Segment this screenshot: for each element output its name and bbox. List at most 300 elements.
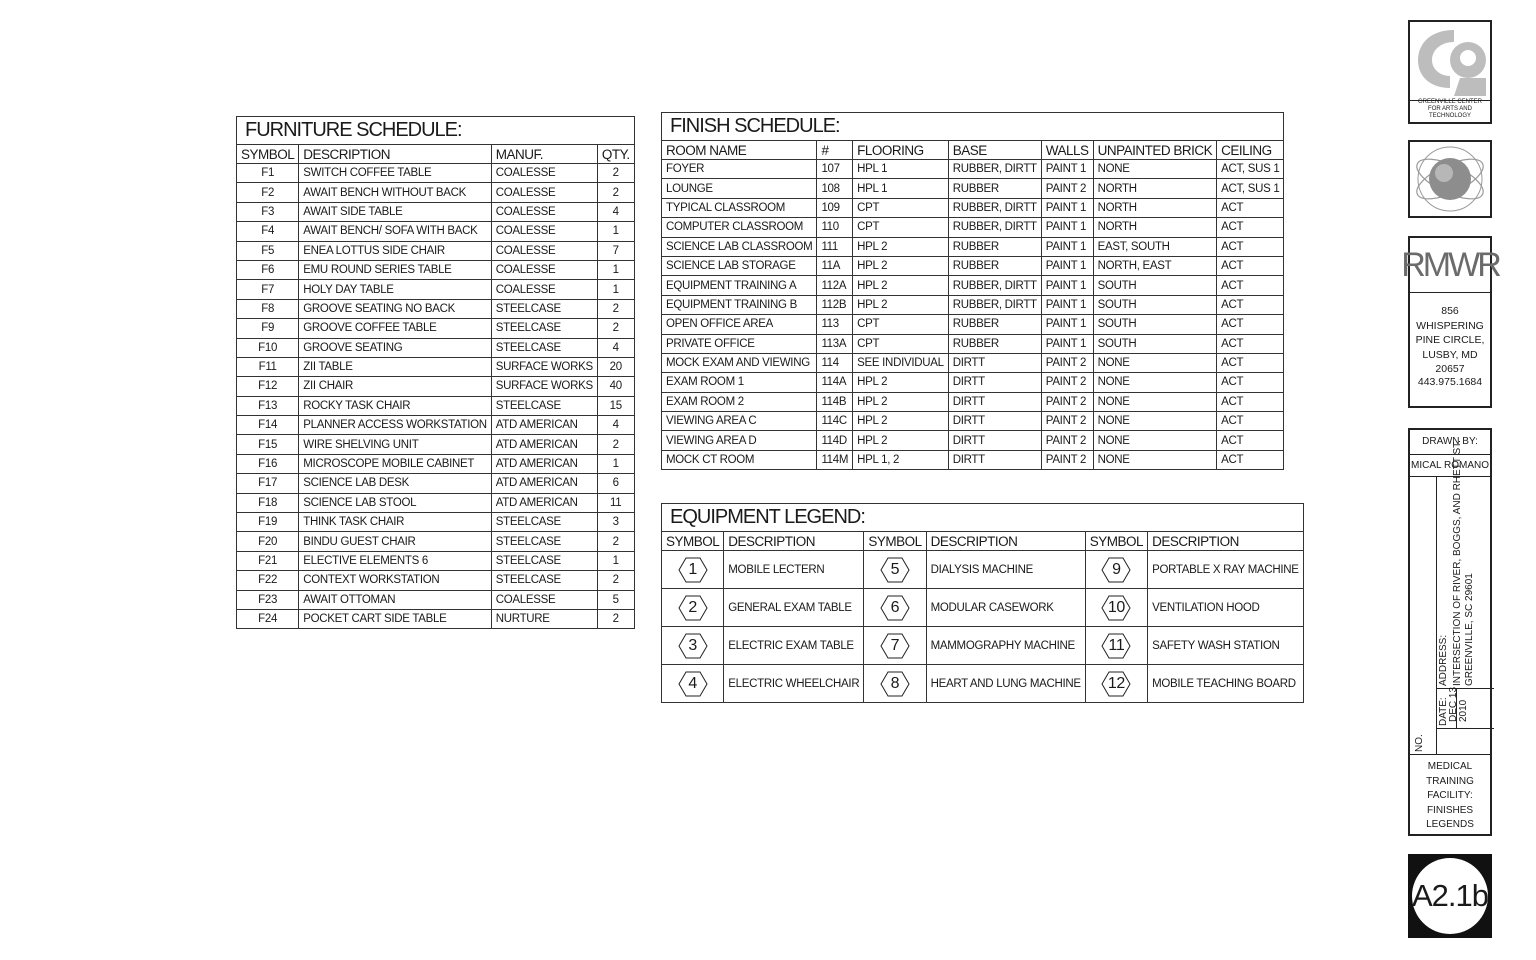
table-cell: 5: [597, 590, 634, 609]
symbol-number: 4: [688, 674, 697, 692]
table-cell: AWAIT BENCH/ SOFA WITH BACK: [299, 222, 491, 241]
description-cell: GENERAL EXAM TABLE: [724, 589, 864, 627]
table-cell: ACT: [1217, 295, 1284, 314]
column-header: DESCRIPTION: [1148, 532, 1304, 551]
table-cell: ATD AMERICAN: [491, 416, 597, 435]
table-row: [237, 493, 635, 512]
table-cell: ACT: [1217, 256, 1284, 275]
table-cell: RUBBER, DIRTT: [948, 276, 1041, 295]
hexagon-symbol-icon: [678, 556, 708, 584]
date-label: DATE:: [1438, 697, 1449, 726]
table-cell: 110: [817, 218, 853, 237]
furniture-schedule-title: FURNITURE SCHEDULE:: [237, 117, 635, 145]
table-row: [662, 450, 1284, 469]
table-cell: COALESSE: [491, 222, 597, 241]
table-row: [662, 373, 1284, 392]
table-cell: ATD AMERICAN: [491, 454, 597, 473]
table-cell: F7: [237, 280, 299, 299]
firm-logo: [1401, 238, 1499, 290]
table-cell: 2: [597, 571, 634, 590]
table-cell: ACT: [1217, 334, 1284, 353]
table-cell: PAINT 1: [1041, 160, 1093, 179]
table-cell: NORTH: [1093, 179, 1217, 198]
drawn-by-name: MICAL ROMANO: [1411, 460, 1489, 471]
table-cell: 2: [597, 609, 634, 628]
table-row: [237, 377, 635, 396]
table-cell: HPL 2: [853, 412, 949, 431]
symbol-cell: [662, 589, 724, 627]
table-cell: PAINT 1: [1041, 198, 1093, 217]
divider: [1410, 292, 1490, 293]
table-cell: F10: [237, 338, 299, 357]
table-cell: ACT: [1217, 392, 1284, 411]
symbol-number: 11: [1108, 636, 1125, 654]
table-cell: SOUTH: [1093, 295, 1217, 314]
symbol-number: 1: [688, 560, 697, 578]
school-logo-box: [1408, 20, 1492, 124]
table-row: [662, 198, 1284, 217]
table-cell: 15: [597, 396, 634, 415]
table-cell: LOUNGE: [662, 179, 817, 198]
address-line: 856 WHISPERING: [1416, 305, 1484, 332]
table-cell: 113A: [817, 334, 853, 353]
column-header: UNPAINTED BRICK: [1093, 141, 1217, 160]
table-cell: STEELCASE: [491, 338, 597, 357]
column-header: FLOORING: [853, 141, 949, 160]
table-cell: NONE: [1093, 392, 1217, 411]
table-row: [237, 551, 635, 570]
table-cell: COALESSE: [491, 260, 597, 279]
symbol-cell: [662, 665, 724, 703]
column-header: MANUF.: [491, 145, 597, 164]
table-cell: STEELCASE: [491, 513, 597, 532]
table-row: [662, 665, 1304, 703]
table-row: [662, 218, 1284, 237]
table-cell: ACT: [1217, 431, 1284, 450]
table-cell: F6: [237, 260, 299, 279]
column-header: DESCRIPTION: [299, 145, 491, 164]
hexagon-symbol-icon: [1101, 556, 1131, 584]
table-cell: F11: [237, 357, 299, 376]
table-cell: ATD AMERICAN: [491, 493, 597, 512]
table-cell: GROOVE COFFEE TABLE: [299, 319, 491, 338]
table-row: [662, 237, 1284, 256]
table-cell: COALESSE: [491, 280, 597, 299]
table-cell: HPL 2: [853, 276, 949, 295]
hexagon-symbol-icon: [880, 670, 910, 698]
table-row: [237, 280, 635, 299]
table-cell: 113: [817, 315, 853, 334]
table-cell: CPT: [853, 315, 949, 334]
title-line: FINISHES: [1426, 804, 1474, 816]
description-cell: MAMMOGRAPHY MACHINE: [926, 627, 1085, 665]
firm-phone: 443.975.1684: [1417, 376, 1483, 388]
table-cell: COALESSE: [491, 202, 597, 221]
table-cell: GROOVE SEATING: [299, 338, 491, 357]
table-cell: PAINT 2: [1041, 353, 1093, 372]
address-line: 20657: [1435, 363, 1465, 375]
table-cell: F3: [237, 202, 299, 221]
table-cell: RUBBER, DIRTT: [948, 160, 1041, 179]
table-cell: ACT: [1217, 276, 1284, 295]
table-cell: F15: [237, 435, 299, 454]
table-cell: CPT: [853, 198, 949, 217]
table-row: [662, 334, 1284, 353]
table-cell: 11A: [817, 256, 853, 275]
table-cell: F13: [237, 396, 299, 415]
table-cell: STEELCASE: [491, 551, 597, 570]
table-cell: VIEWING AREA D: [662, 431, 817, 450]
symbol-cell: [864, 627, 926, 665]
symbol-number: 12: [1107, 674, 1126, 692]
table-cell: HPL 2: [853, 256, 949, 275]
table-cell: 20: [597, 357, 634, 376]
table-cell: PAINT 2: [1041, 450, 1093, 469]
divider: [1436, 728, 1494, 729]
column-header: DESCRIPTION: [926, 532, 1085, 551]
firm-address: [1410, 304, 1490, 377]
table-cell: PAINT 2: [1041, 179, 1093, 198]
table-row: [237, 299, 635, 318]
table-cell: POCKET CART SIDE TABLE: [299, 609, 491, 628]
table-cell: F18: [237, 493, 299, 512]
symbol-number: 7: [890, 636, 900, 654]
table-row: [662, 627, 1304, 665]
table-row: [237, 435, 635, 454]
table-row: [662, 392, 1284, 411]
table-row: [237, 571, 635, 590]
table-cell: 1: [597, 260, 634, 279]
table-cell: HOLY DAY TABLE: [299, 280, 491, 299]
furniture-schedule: [236, 116, 635, 629]
furniture-header-row: [237, 145, 635, 164]
title-line: LEGENDS: [1426, 819, 1474, 830]
table-cell: STEELCASE: [491, 532, 597, 551]
table-cell: F1: [237, 164, 299, 183]
table-row: [237, 241, 635, 260]
finish-header-row: [662, 141, 1284, 160]
description-cell: SAFETY WASH STATION: [1148, 627, 1304, 665]
table-cell: PAINT 1: [1041, 295, 1093, 314]
table-cell: 40: [597, 377, 634, 396]
table-cell: SEE INDIVIDUAL: [853, 353, 949, 372]
hexagon-symbol-icon: [1101, 632, 1131, 660]
table-cell: PAINT 1: [1041, 237, 1093, 256]
table-cell: STEELCASE: [491, 396, 597, 415]
table-cell: WIRE SHELVING UNIT: [299, 435, 491, 454]
table-cell: F19: [237, 513, 299, 532]
firm-box: [1401, 236, 1499, 408]
table-cell: NONE: [1093, 373, 1217, 392]
address-label: ADDRESS:: [1438, 634, 1449, 686]
table-cell: 112A: [817, 276, 853, 295]
table-cell: 108: [817, 179, 853, 198]
table-cell: SOUTH: [1093, 315, 1217, 334]
table-cell: RUBBER: [948, 237, 1041, 256]
table-cell: ACT: [1217, 237, 1284, 256]
atom-logo-box: [1408, 140, 1492, 218]
table-cell: 7: [597, 241, 634, 260]
table-cell: RUBBER: [948, 334, 1041, 353]
description-cell: DIALYSIS MACHINE: [926, 551, 1085, 589]
table-cell: ZII CHAIR: [299, 377, 491, 396]
table-cell: F16: [237, 454, 299, 473]
school-logo-icon: [1410, 22, 1490, 98]
firm-logo-text: RMWR: [1401, 246, 1499, 284]
table-cell: 2: [597, 164, 634, 183]
table-cell: ACT: [1217, 412, 1284, 431]
table-cell: NONE: [1093, 450, 1217, 469]
symbol-cell: [1085, 627, 1147, 665]
table-cell: DIRTT: [948, 412, 1041, 431]
finish-rows: [662, 160, 1284, 470]
table-cell: ACT: [1217, 373, 1284, 392]
table-cell: MICROSCOPE MOBILE CABINET: [299, 454, 491, 473]
symbol-cell: [662, 551, 724, 589]
symbol-cell: [864, 665, 926, 703]
table-cell: ACT: [1217, 198, 1284, 217]
table-cell: PAINT 1: [1041, 334, 1093, 353]
table-cell: 2: [597, 299, 634, 318]
table-cell: EXAM ROOM 2: [662, 392, 817, 411]
description-cell: ELECTRIC EXAM TABLE: [724, 627, 864, 665]
table-cell: EXAM ROOM 1: [662, 373, 817, 392]
symbol-cell: [1085, 551, 1147, 589]
title-line: MEDICAL: [1427, 761, 1473, 772]
table-cell: 114A: [817, 373, 853, 392]
table-cell: STEELCASE: [491, 571, 597, 590]
table-cell: 114C: [817, 412, 853, 431]
description-cell: ELECTRIC WHEELCHAIR: [724, 665, 864, 703]
school-caption: GREENVILLE CENTER FOR ARTS AND TECHNOLOGY: [1417, 99, 1483, 119]
table-cell: SCIENCE LAB DESK: [299, 474, 491, 493]
table-row: [237, 319, 635, 338]
description-cell: VENTILATION HOOD: [1148, 589, 1304, 627]
description-cell: MODULAR CASEWORK: [926, 589, 1085, 627]
table-cell: ELECTIVE ELEMENTS 6: [299, 551, 491, 570]
table-row: [662, 315, 1284, 334]
finish-schedule-title: FINISH SCHEDULE:: [662, 113, 1284, 141]
table-row: [237, 260, 635, 279]
symbol-number: 3: [688, 636, 697, 654]
table-cell: 107: [817, 160, 853, 179]
hexagon-symbol-icon: [1101, 670, 1131, 698]
table-cell: AWAIT OTTOMAN: [299, 590, 491, 609]
table-cell: ACT: [1217, 450, 1284, 469]
table-row: [662, 256, 1284, 275]
table-cell: 1: [597, 222, 634, 241]
column-header: SYMBOL: [1085, 532, 1147, 551]
table-cell: F23: [237, 590, 299, 609]
symbol-cell: [1085, 589, 1147, 627]
table-row: [237, 609, 635, 628]
description-cell: PORTABLE X RAY MACHINE: [1148, 551, 1304, 589]
table-cell: EQUIPMENT TRAINING A: [662, 276, 817, 295]
table-cell: 4: [597, 202, 634, 221]
table-row: [237, 474, 635, 493]
table-row: [237, 513, 635, 532]
description-cell: MOBILE LECTERN: [724, 551, 864, 589]
table-cell: F20: [237, 532, 299, 551]
table-row: [662, 179, 1284, 198]
table-cell: NURTURE: [491, 609, 597, 628]
table-cell: 11: [597, 493, 634, 512]
divider: [1410, 754, 1490, 755]
table-row: [237, 202, 635, 221]
table-cell: F12: [237, 377, 299, 396]
table-cell: EQUIPMENT TRAINING B: [662, 295, 817, 314]
table-cell: ACT, SUS 1: [1217, 179, 1284, 198]
table-cell: 4: [597, 416, 634, 435]
table-cell: 114M: [817, 450, 853, 469]
table-cell: 1: [597, 454, 634, 473]
table-row: [237, 338, 635, 357]
table-cell: SCIENCE LAB CLASSROOM: [662, 237, 817, 256]
table-cell: PAINT 1: [1041, 256, 1093, 275]
finish-schedule: [661, 112, 1284, 470]
table-cell: PAINT 2: [1041, 392, 1093, 411]
table-cell: VIEWING AREA C: [662, 412, 817, 431]
sheet-number-badge: [1408, 854, 1492, 938]
table-cell: NONE: [1093, 160, 1217, 179]
table-cell: EAST, SOUTH: [1093, 237, 1217, 256]
table-cell: PAINT 1: [1041, 276, 1093, 295]
table-cell: 114D: [817, 431, 853, 450]
site-address-1: INTERSECTION OF RIVER, BOGGS, AND RHETT ST.: [1452, 440, 1463, 686]
table-cell: ACT: [1217, 218, 1284, 237]
column-header: ROOM NAME: [662, 141, 817, 160]
table-cell: HPL 2: [853, 295, 949, 314]
table-cell: PAINT 2: [1041, 373, 1093, 392]
table-cell: 111: [817, 237, 853, 256]
table-cell: F8: [237, 299, 299, 318]
table-cell: HPL 2: [853, 431, 949, 450]
table-cell: NONE: [1093, 431, 1217, 450]
table-cell: HPL 1, 2: [853, 450, 949, 469]
table-cell: ATD AMERICAN: [491, 474, 597, 493]
table-cell: PRIVATE OFFICE: [662, 334, 817, 353]
symbol-cell: [662, 627, 724, 665]
table-row: [237, 396, 635, 415]
hexagon-symbol-icon: [678, 632, 708, 660]
table-cell: COALESSE: [491, 183, 597, 202]
table-cell: 114B: [817, 392, 853, 411]
table-cell: 2: [597, 319, 634, 338]
table-cell: PAINT 1: [1041, 218, 1093, 237]
table-cell: 2: [597, 532, 634, 551]
column-header: WALLS: [1041, 141, 1093, 160]
divider: [1410, 476, 1490, 477]
title-line: TRAINING: [1426, 775, 1474, 787]
column-header: CEILING: [1217, 141, 1284, 160]
table-cell: F21: [237, 551, 299, 570]
table-cell: NONE: [1093, 353, 1217, 372]
table-cell: FOYER: [662, 160, 817, 179]
table-cell: F17: [237, 474, 299, 493]
hexagon-symbol-icon: [1101, 594, 1131, 622]
table-cell: SOUTH: [1093, 334, 1217, 353]
table-row: [237, 416, 635, 435]
table-cell: COALESSE: [491, 164, 597, 183]
table-cell: SCIENCE LAB STORAGE: [662, 256, 817, 275]
table-cell: PLANNER ACCESS WORKSTATION: [299, 416, 491, 435]
table-cell: RUBBER, DIRTT: [948, 295, 1041, 314]
hexagon-symbol-icon: [678, 670, 708, 698]
symbol-number: 10: [1107, 598, 1126, 616]
address-line: LUSBY, MD: [1422, 348, 1478, 361]
table-cell: SURFACE WORKS: [491, 377, 597, 396]
table-cell: ATD AMERICAN: [491, 435, 597, 454]
table-row: [662, 160, 1284, 179]
table-row: [662, 589, 1304, 627]
drawing-title: [1410, 760, 1490, 833]
table-cell: DIRTT: [948, 431, 1041, 450]
table-cell: ACT: [1217, 315, 1284, 334]
table-cell: 1: [597, 551, 634, 570]
table-row: [662, 412, 1284, 431]
table-row: [237, 590, 635, 609]
table-cell: THINK TASK CHAIR: [299, 513, 491, 532]
symbol-number: 5: [890, 560, 900, 578]
column-header: QTY.: [597, 145, 634, 164]
column-header: DESCRIPTION: [724, 532, 864, 551]
table-cell: 3: [597, 513, 634, 532]
table-cell: DIRTT: [948, 450, 1041, 469]
table-cell: ZII TABLE: [299, 357, 491, 376]
site-address-2: GREENVILLE, SC 29601: [1464, 573, 1475, 686]
table-cell: F22: [237, 571, 299, 590]
table-cell: CPT: [853, 218, 949, 237]
table-cell: HPL 2: [853, 373, 949, 392]
table-cell: STEELCASE: [491, 299, 597, 318]
description-cell: HEART AND LUNG MACHINE: [926, 665, 1085, 703]
table-cell: F24: [237, 609, 299, 628]
table-cell: 114: [817, 353, 853, 372]
table-row: [662, 431, 1284, 450]
table-cell: F14: [237, 416, 299, 435]
symbol-cell: [1085, 665, 1147, 703]
table-row: [237, 454, 635, 473]
symbol-cell: [864, 551, 926, 589]
drawing-info-box: [1408, 428, 1492, 836]
table-cell: 2: [597, 435, 634, 454]
table-row: [237, 183, 635, 202]
table-cell: ACT: [1217, 353, 1284, 372]
table-cell: NORTH: [1093, 198, 1217, 217]
table-cell: 109: [817, 198, 853, 217]
table-cell: AWAIT SIDE TABLE: [299, 202, 491, 221]
table-cell: SWITCH COFFEE TABLE: [299, 164, 491, 183]
table-cell: DIRTT: [948, 392, 1041, 411]
table-cell: COMPUTER CLASSROOM: [662, 218, 817, 237]
equipment-legend: [661, 503, 1304, 703]
hexagon-symbol-icon: [880, 556, 910, 584]
table-cell: MOCK CT ROOM: [662, 450, 817, 469]
table-cell: CPT: [853, 334, 949, 353]
table-cell: F9: [237, 319, 299, 338]
column-header: #: [817, 141, 853, 160]
table-cell: COALESSE: [491, 590, 597, 609]
table-cell: ENEA LOTTUS SIDE CHAIR: [299, 241, 491, 260]
date-value-1: DEC 13: [1448, 686, 1459, 722]
table-row: [237, 357, 635, 376]
atom-logo-icon: [1410, 142, 1490, 216]
table-cell: EMU ROUND SERIES TABLE: [299, 260, 491, 279]
hexagon-symbol-icon: [880, 594, 910, 622]
no-label: NO.: [1414, 734, 1425, 752]
table-row: [237, 532, 635, 551]
table-cell: SOUTH: [1093, 276, 1217, 295]
